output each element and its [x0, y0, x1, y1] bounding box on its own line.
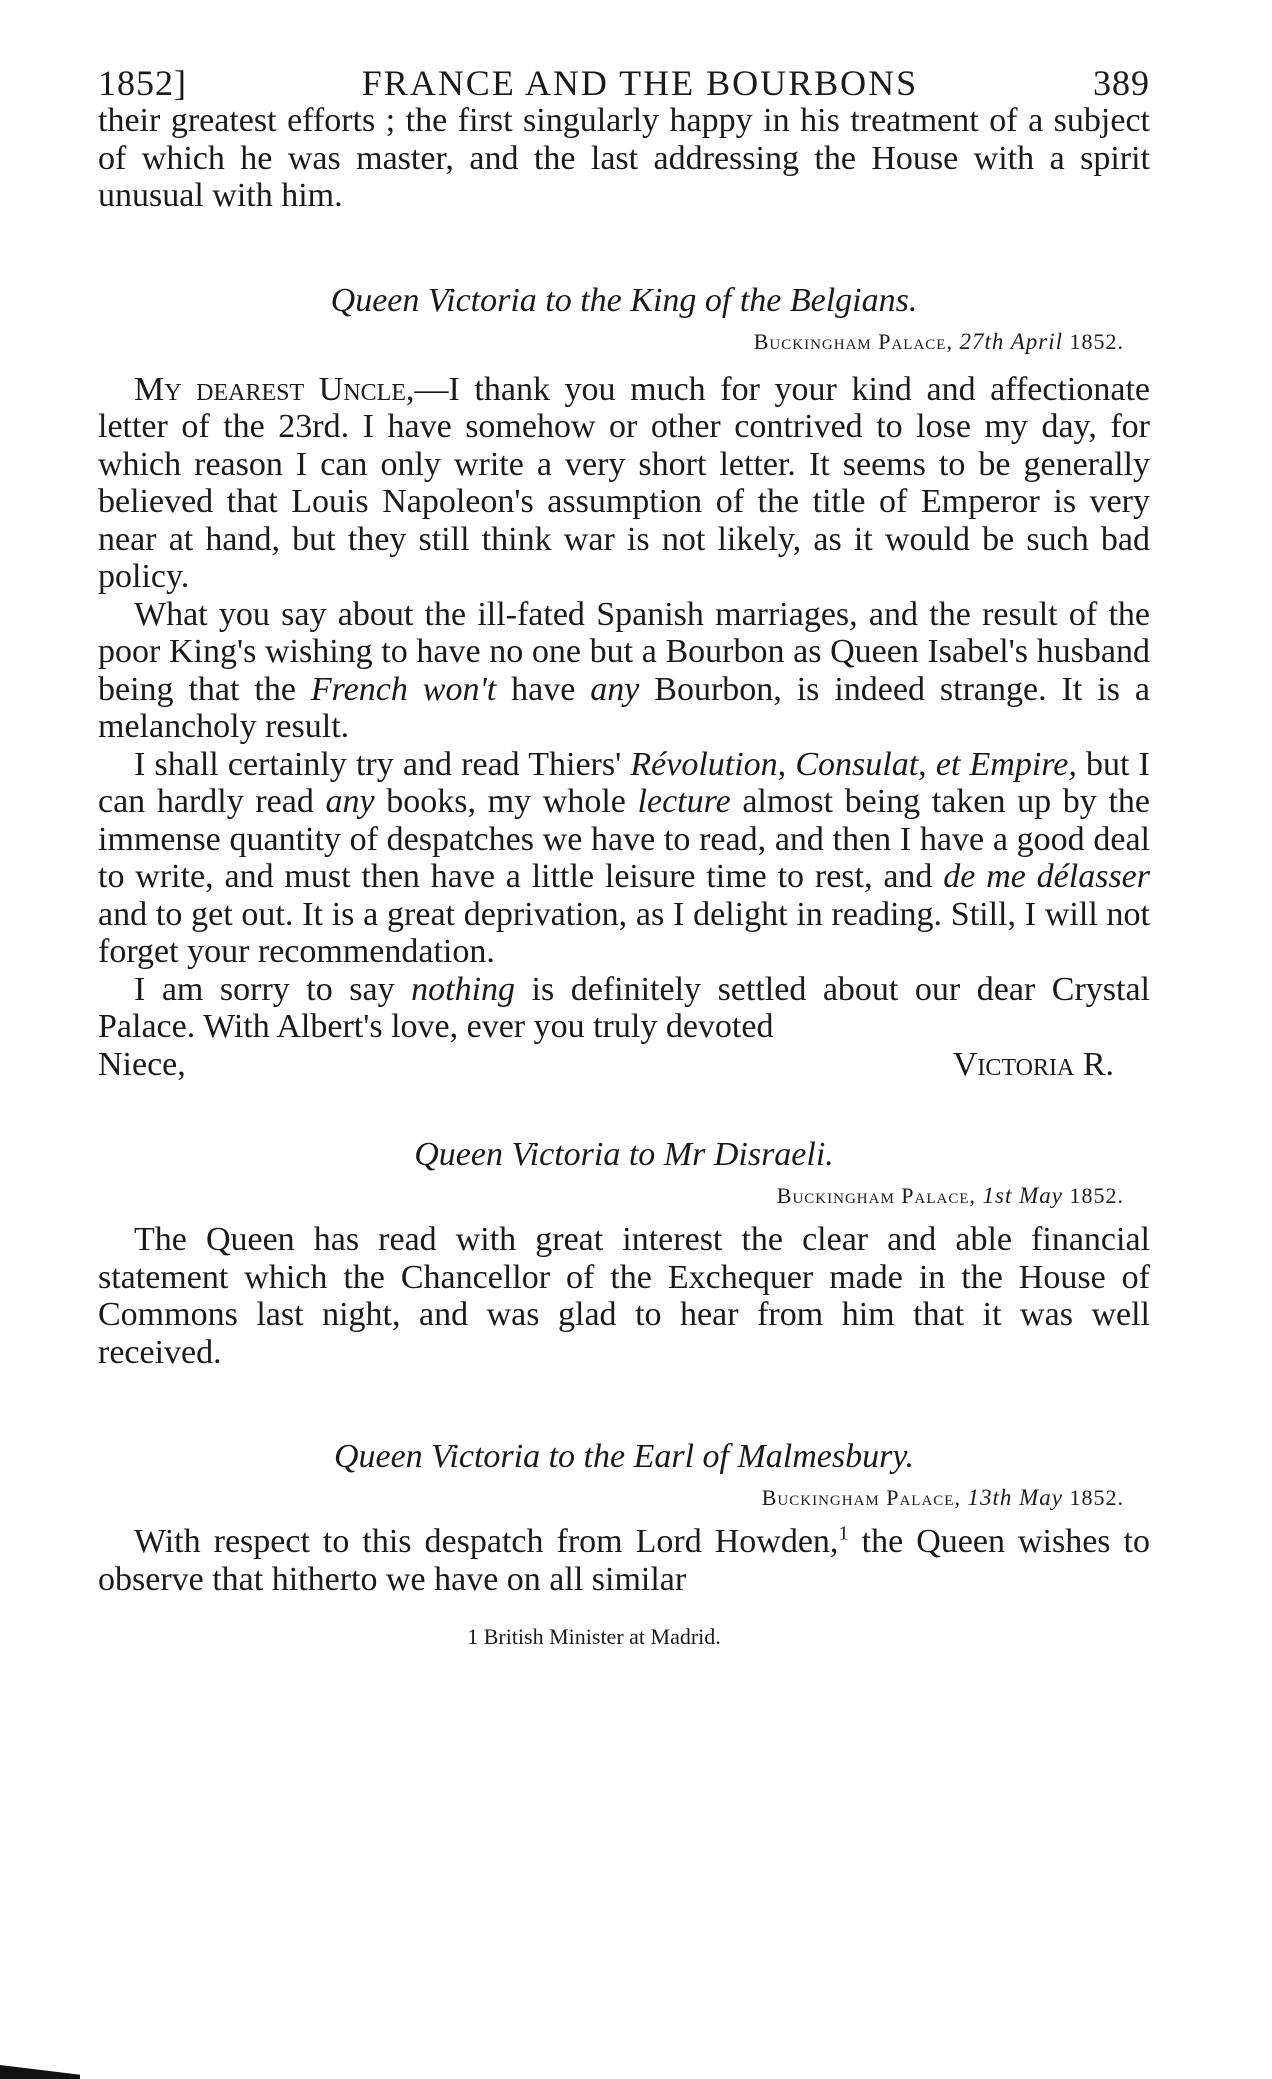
dateline-date: 13th May	[967, 1485, 1063, 1510]
letter-body	[98, 1221, 1150, 1371]
letter-paragraph-4	[98, 971, 1150, 1046]
dateline-place: Buckingham Palace,	[761, 1485, 961, 1510]
text-run: Bourbon, is indeed strange. It is a melancholy result.	[98, 670, 1150, 745]
text-run: I shall certainly try and read Thiers'	[134, 745, 631, 783]
salutation: My dearest Uncle,	[134, 370, 415, 408]
text-run: but I can hardly read	[98, 745, 1150, 820]
footnote-text: British Minister at Madrid.	[478, 1624, 721, 1649]
text-run: With respect to this despatch from Lord Howden,	[134, 1523, 839, 1560]
dateline-date: 1st May	[982, 1183, 1063, 1208]
italic-run: lecture	[637, 783, 731, 820]
text-run: have	[496, 670, 591, 708]
letter-paragraph-1	[98, 371, 1150, 596]
footnote-ref: 1	[838, 1522, 849, 1545]
closing: Niece,	[98, 1045, 186, 1083]
intro-text: their greatest efforts ; the first singularly happy in his treatment of a subject of which he was master, and the last addressing the House with a spirit unusual with him.	[98, 102, 1150, 214]
letter-paragraph-1	[98, 1523, 1150, 1598]
running-header	[98, 58, 1150, 108]
italic-run: Révolution, Consulat, et Empire,	[630, 745, 1077, 783]
dateline-year: 1852.	[1069, 328, 1124, 354]
text-run: What you say about the ill-fated Spanish marriages, and the result of the poor King's wishing to have no one but a Bourbon as Queen Isabel's husband being that the	[98, 595, 1150, 708]
intro-paragraph	[98, 102, 1150, 215]
text-run: the Queen wishes to observe that hitherto we have on all similar	[98, 1523, 1150, 1598]
header-year: 1852]	[98, 63, 187, 103]
letter-paragraph-2	[98, 596, 1150, 746]
signature: Victoria R.	[952, 1045, 1114, 1083]
text-run: almost being taken up by the immense quantity of despatches we have to read, and then I have a good deal to write, and must then have a little leisure time to rest, and	[98, 783, 1150, 895]
book-page	[98, 58, 1150, 1652]
header-title: FRANCE AND THE BOURBONS	[361, 63, 919, 103]
page-number: 389	[1092, 63, 1150, 103]
footnote-marker: 1	[467, 1624, 479, 1649]
dateline-place: Buckingham Palace,	[753, 328, 953, 354]
letter-dateline	[98, 327, 1150, 357]
text-run: I am sorry to say	[134, 970, 412, 1008]
letter-paragraph-1: The Queen has read with great interest the clear and able financial statement which the Chancellor of the Exchequer made in the House of Commons last night, and was glad to hear from him that it was well received.	[98, 1221, 1150, 1371]
italic-run: any	[325, 783, 375, 820]
letter-dateline	[98, 1181, 1150, 1211]
dateline-year: 1852.	[1069, 1183, 1124, 1208]
text-run: is definitely settled about our dear Crystal Palace. With Albert's love, ever you truly devoted	[98, 970, 1150, 1045]
text-run: and to get out. It is a great deprivation, as I delight in reading. Still, I will not forget your recommendation.	[98, 895, 1150, 970]
scan-edge-mark	[0, 2065, 80, 2079]
letter-paragraph-3	[98, 746, 1150, 971]
italic-run: French won't	[310, 670, 497, 708]
italic-run: de me délasser	[943, 858, 1151, 895]
letter-dateline	[98, 1483, 1150, 1513]
letter-king-of-belgians	[98, 281, 1150, 1084]
text-run: books, my whole	[374, 783, 638, 820]
closing-row	[98, 1046, 1150, 1084]
letter-body	[98, 371, 1150, 1084]
italic-run: nothing	[411, 970, 516, 1008]
letter-disraeli	[98, 1135, 1150, 1371]
paragraph-text: —I thank you much for your kind and affectionate letter of the 23rd. I have somehow or other contrived to lose my day, for which reason I can only write a very short letter. It seems to be generally believed that Louis Napoleon's assumption of the title of Emperor is very near at hand, but they still think war is not likely, as it would be such bad policy.	[98, 370, 1150, 595]
letter-malmesbury	[98, 1437, 1150, 1598]
letter-heading: Queen Victoria to Mr Disraeli.	[414, 1136, 834, 1173]
footnote	[98, 1622, 1150, 1652]
letter-heading: Queen Victoria to the King of the Belgians.	[330, 281, 918, 319]
dateline-date: 27th April	[959, 328, 1063, 354]
dateline-place: Buckingham Palace,	[776, 1183, 977, 1208]
letter-body	[98, 1523, 1150, 1598]
dateline-year: 1852.	[1069, 1485, 1124, 1510]
letter-heading: Queen Victoria to the Earl of Malmesbury.	[333, 1438, 915, 1475]
italic-run: any	[590, 670, 640, 708]
